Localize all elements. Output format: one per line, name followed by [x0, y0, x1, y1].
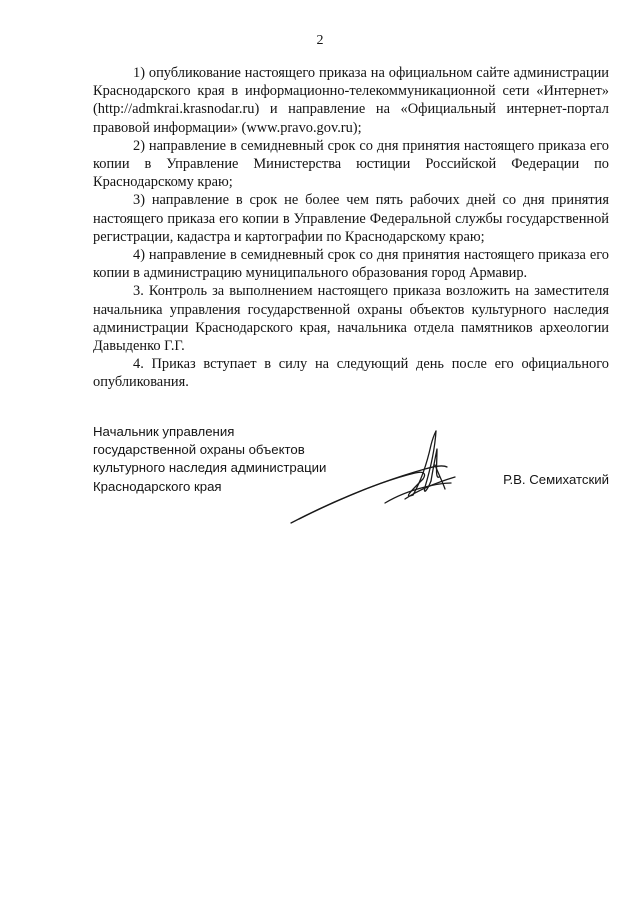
- paragraph-control-clause: 3. Контроль за выполнением настоящего приказа возложить на заместителя начальника управления государственной охраны объектов культурного наследия администрации Краснодарского края, начальника отдела памятников археологии Давыденко Г.Г.: [93, 283, 609, 355]
- paragraph-item-4-armavir: 4) направление в семидневный срок со дня принятия настоящего приказа его копии в администрацию муниципального образования город Армавир.: [93, 247, 609, 282]
- handwritten-signature: [285, 425, 475, 530]
- page-number: 2: [316, 33, 324, 48]
- signatory-position-line: государственной охраны объектов: [93, 442, 305, 458]
- signature-stroke: [299, 472, 425, 519]
- document-body: [93, 64, 609, 392]
- paragraph-item-2-ministry-justice: 2) направление в семидневный срок со дня принятия настоящего приказа его копии в Управление Министерства юстиции Российской Федерации по Краснодарскому краю;: [93, 137, 609, 191]
- signatory-position-line: Начальник управления: [93, 424, 235, 439]
- paragraph-effective-date: 4. Приказ вступает в силу на следующий день после его официального опубликования.: [93, 356, 609, 391]
- signature-stroke: [435, 465, 445, 489]
- signer-name: Р.В. Семихатский: [503, 472, 609, 487]
- signatory-position-line: Краснодарского края: [93, 478, 222, 494]
- signature-stroke: [291, 466, 447, 523]
- paragraph-item-3-rosreestr: 3) направление в срок не более чем пять рабочих дней со дня принятия настоящего приказа его копии в Управление Федеральной службы государственной регистрации, кадастра и картографии по Краснодарскому краю;: [93, 192, 609, 245]
- signatory-position-line: культурного наследия администрации: [93, 460, 327, 476]
- paragraph-item-1-publication: 1) опубликование настоящего приказа на официальном сайте администрации Краснодарского края в информационно-телекоммуникационной сети «Интернет» (http://admkrai.krasnodar.ru) и направление на «Официальный интернет-портал правовой информации» (www.pravo.gov.ru);: [93, 65, 609, 136]
